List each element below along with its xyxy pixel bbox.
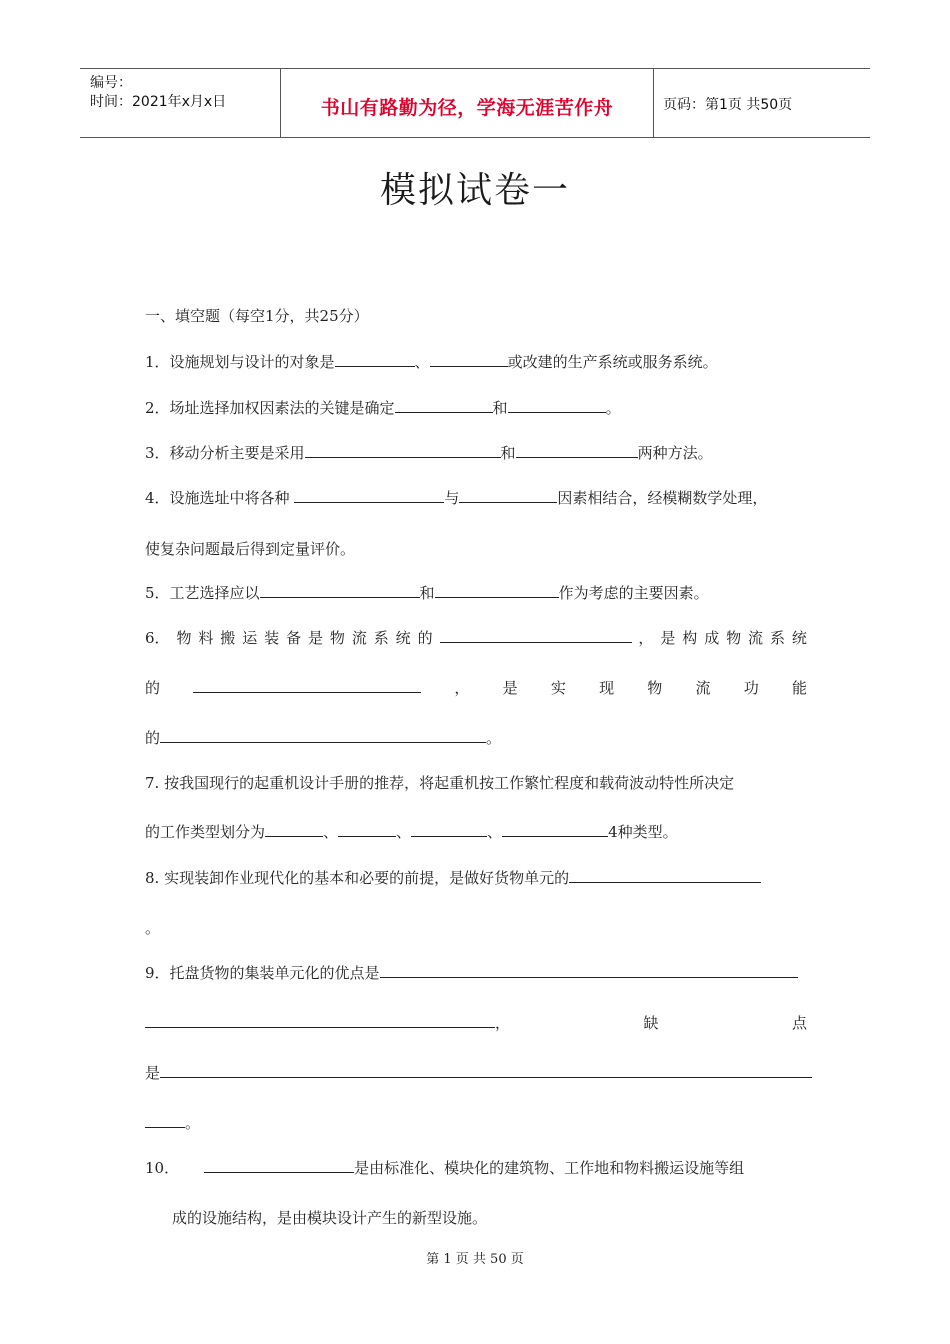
q6-char: 流	[695, 679, 711, 697]
question-2	[145, 397, 621, 418]
answer-blank[interactable]	[440, 627, 632, 643]
document-header	[80, 68, 870, 138]
q6-char: 是	[660, 629, 676, 647]
q10-number: 10．	[145, 1159, 180, 1177]
q6-char: 物	[647, 679, 663, 697]
page-info: 页码：第1页 共50页	[663, 97, 793, 113]
q1-text-b: 、	[414, 353, 430, 371]
question-4-cont: 使复杂问题最后得到定量评价。	[145, 540, 356, 558]
separator: 、	[487, 823, 503, 841]
q6-char: 统	[791, 629, 807, 647]
answer-blank[interactable]	[459, 487, 557, 503]
q7-text-c: 4种类型。	[608, 823, 678, 841]
motto: 书山有路勤为径，学海无涯苦作舟	[320, 97, 614, 119]
header-meta-cell	[80, 69, 280, 137]
q8-text-a: 8. 实现装卸作业现代化的基本和必要的前提，是做好货物单元的	[145, 869, 570, 887]
q6-char: 备	[286, 629, 302, 647]
question-4	[145, 487, 767, 508]
question-9-line-4	[145, 1112, 200, 1133]
answer-blank[interactable]	[204, 1157, 354, 1173]
answer-blank[interactable]	[435, 582, 559, 598]
q2-text-b: 和	[492, 399, 508, 417]
answer-blank[interactable]	[508, 397, 606, 413]
header-motto-cell	[280, 69, 654, 137]
q3-text-c: 两种方法。	[637, 444, 713, 462]
q4-text-a: 4．设施选址中将各种	[145, 489, 295, 507]
q6-char: 。	[486, 729, 502, 747]
question-6-line-1	[145, 627, 807, 648]
q6-char: ，	[638, 629, 654, 647]
page-title: 模拟试卷一	[379, 170, 570, 211]
q6-char: 实	[550, 679, 566, 697]
question-9-line-3	[145, 1062, 812, 1083]
answer-blank[interactable]	[145, 1112, 185, 1128]
q2-text-a: 2．场址选择加权因素法的关键是确定	[145, 399, 395, 417]
q3-text-a: 3．移动分析主要是采用	[145, 444, 305, 462]
question-6-line-2	[145, 677, 807, 698]
q4-text-c: 因素相结合，经模糊数学处理，	[557, 489, 768, 507]
q6-char: 流	[748, 629, 764, 647]
separator: 、	[396, 823, 412, 841]
question-9	[145, 962, 798, 983]
q9-char: 是	[145, 1064, 161, 1082]
q6-char: 统	[395, 629, 411, 647]
answer-blank[interactable]	[516, 442, 638, 458]
q1-text-a: 1．设施规划与设计的对象是	[145, 353, 335, 371]
q6-char: 系	[769, 629, 785, 647]
answer-blank[interactable]	[335, 351, 415, 367]
q1-text-c: 或改建的生产系统或服务系统。	[507, 353, 718, 371]
q9-blank-group	[145, 1012, 510, 1033]
section-heading: 一、填空题（每空1分，共25分）	[145, 307, 369, 325]
q4-text-b: 与	[444, 489, 460, 507]
question-9-line-2	[145, 1012, 807, 1033]
question-6-line-3	[145, 727, 501, 748]
answer-blank[interactable]	[294, 487, 444, 503]
q9-comma: ，	[495, 1014, 511, 1032]
q6-char: 6．	[145, 629, 170, 647]
q9-char: 缺	[643, 1014, 659, 1032]
q6-char: ，	[454, 679, 470, 697]
q6-char: 能	[791, 679, 807, 697]
q5-text-b: 和	[419, 584, 435, 602]
q6-char: 是	[307, 629, 323, 647]
question-10-cont: 成的设施结构，是由模块设计产生的新型设施。	[172, 1209, 488, 1227]
answer-blank[interactable]	[395, 397, 493, 413]
answer-blank[interactable]	[193, 677, 421, 693]
q6-char: 物	[726, 629, 742, 647]
q9-text-a: 9．托盘货物的集装单元化的优点是	[145, 964, 380, 982]
answer-blank[interactable]	[160, 1062, 812, 1078]
q6-char: 装	[264, 629, 280, 647]
question-8-cont: 。	[145, 919, 161, 937]
q3-text-b: 和	[500, 444, 516, 462]
q6-char: 现	[599, 679, 615, 697]
separator: 、	[323, 823, 339, 841]
answer-blank[interactable]	[265, 821, 323, 837]
q2-text-c: 。	[605, 399, 621, 417]
answer-blank[interactable]	[338, 821, 396, 837]
answer-blank[interactable]	[430, 351, 508, 367]
q9-end: 。	[185, 1114, 201, 1132]
answer-blank[interactable]	[380, 962, 798, 978]
q6-char: 物	[176, 629, 192, 647]
page-footer: 第 1 页 共 50 页	[426, 1252, 524, 1267]
q6-char: 是	[502, 679, 518, 697]
question-1	[145, 351, 718, 372]
question-3	[145, 442, 713, 463]
question-10	[145, 1157, 744, 1178]
answer-blank[interactable]	[305, 442, 501, 458]
question-5	[145, 582, 709, 603]
header-page-cell	[653, 69, 870, 137]
question-7-cont	[145, 821, 678, 842]
q6-char: 成	[704, 629, 720, 647]
q6-char: 料	[198, 629, 214, 647]
q6-char: 流	[351, 629, 367, 647]
q7-text-b: 的工作类型划分为	[145, 823, 266, 841]
question-7: 7. 按我国现行的起重机设计手册的推荐，将起重机按工作繁忙程度和载荷波动特性所决定	[145, 774, 735, 792]
doc-date: 时间：2021年x月x日	[90, 94, 227, 110]
q6-char: 运	[242, 629, 258, 647]
q10-text-a: 是由标准化、模块化的建筑物、工作地和物料搬运设施等组	[354, 1159, 745, 1177]
answer-blank[interactable]	[411, 821, 487, 837]
answer-blank[interactable]	[260, 582, 420, 598]
q9-char: 点	[791, 1014, 807, 1032]
q6-char: 物	[329, 629, 345, 647]
q6-char: 功	[743, 679, 759, 697]
q6-char: 的	[145, 679, 161, 697]
answer-blank[interactable]	[569, 867, 761, 883]
answer-blank[interactable]	[145, 1012, 495, 1028]
q6-char: 搬	[220, 629, 236, 647]
q5-text-c: 作为考虑的主要因素。	[558, 584, 709, 602]
answer-blank[interactable]	[160, 727, 486, 743]
answer-blank[interactable]	[502, 821, 608, 837]
q6-char: 系	[373, 629, 389, 647]
q6-char: 的	[145, 729, 161, 747]
q5-text-a: 5．工艺选择应以	[145, 584, 260, 602]
doc-number-label: 编号：	[90, 75, 132, 91]
question-8	[145, 867, 761, 888]
q6-char: 的	[417, 629, 433, 647]
q6-char: 构	[682, 629, 698, 647]
